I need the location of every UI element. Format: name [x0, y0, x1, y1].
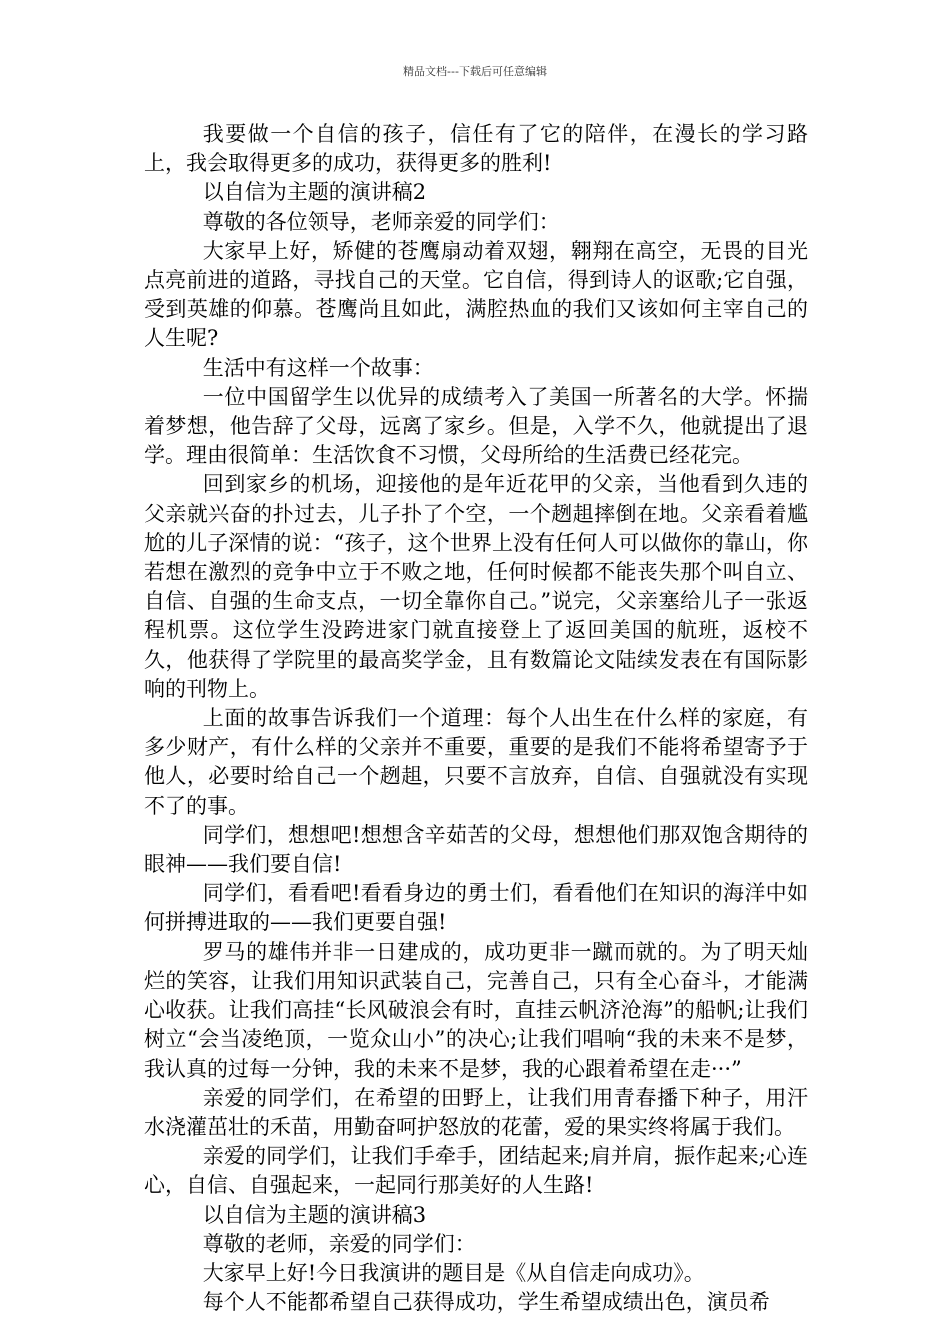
paragraph: 回到家乡的机场，迎接他的是年近花甲的父亲，当他看到久违的父亲就兴奋的扑过去，儿子扑了个空，一个趔趄摔倒在地。父亲看着尴尬的儿子深情的说：“孩子，这个世界上没有任何人可以做你的靠山，你若想在激烈的竞争中立于不败之地，任何时候都不能丧失那个叫自立、自信、自强的生命支点，一切全靠你自己。”说完，父亲塞给儿子一张返程机票。这位学生没跨进家门就直接登上了返回美国的航班，返校不久，他获得了学院里的最高奖学金，且有数篇论文陆续发表在有国际影响的刊物上。	[144, 472, 808, 701]
section-heading: 以自信为主题的演讲稿3	[202, 1202, 427, 1227]
salutation: 尊敬的各位领导，老师亲爱的同学们：	[202, 209, 560, 234]
paragraph: 亲爱的同学们，在希望的田野上，让我们用青春播下种子，用汗水浇灌茁壮的禾苗，用勤奋呵护怒放的花蕾，爱的果实终将属于我们。	[144, 1085, 808, 1139]
paragraph: 每个人不能都希望自己获得成功，学生希望成绩出色，演员希	[202, 1290, 770, 1315]
paragraph: 同学们，想想吧!想想含辛茹苦的父母，想想他们那双饱含期待的眼神——我们要自信!	[144, 822, 808, 877]
section-heading: 以自信为主题的演讲稿2	[202, 180, 427, 205]
paragraph: 上面的故事告诉我们一个道理：每个人出生在什么样的家庭，有多少财产，有什么样的父亲并不重要，重要的是我们不能将希望寄予于他人，必要时给自己一个趔趄，只要不言放弃，自信、自强就没有实现不了的事。	[144, 706, 808, 818]
paragraph: 生活中有这样一个故事：	[202, 355, 434, 380]
paragraph: 罗马的雄伟并非一日建成的，成功更非一蹴而就的。为了明天灿烂的笑容，让我们用知识武装自己，完善自己，只有全心奋斗，才能满心收获。让我们高挂“长风破浪会有时，直挂云帆济沧海”的船帆;让我们树立“会当凌绝顶，一览众山小”的决心;让我们唱响“我的未来不是梦，我认真的过每一分钟，我的未来不是梦，我的心跟着希望在走···”	[144, 939, 808, 1081]
document-body	[144, 120, 808, 1317]
paragraph: 大家早上好!今日我演讲的题目是《从自信走向成功》。	[202, 1260, 705, 1285]
paragraph: 亲爱的同学们，让我们手牵手，团结起来;肩并肩，振作起来;心连心，自信、自强起来，一起同行那美好的人生路!	[144, 1144, 808, 1198]
page-header: 精品文档---下载后可任意编辑	[403, 65, 547, 78]
paragraph: 同学们，看看吧!看看身边的勇士们，看看他们在知识的海洋中如何拼搏进取的——我们更要自强!	[144, 881, 808, 935]
paragraph: 大家早上好，矫健的苍鹰扇动着双翅，翱翔在高空，无畏的目光点亮前进的道路，寻找自己的天堂。它自信，得到诗人的讴歌;它自强，受到英雄的仰慕。苍鹰尚且如此，满腔热血的我们又该如何主宰自己的人生呢?	[144, 238, 808, 351]
paragraph: 我要做一个自信的孩子，信任有了它的陪伴，在漫长的学习路上，我会取得更多的成功，获得更多的胜利!	[144, 122, 808, 176]
salutation: 尊敬的老师，亲爱的同学们：	[202, 1231, 476, 1256]
paragraph: 一位中国留学生以优异的成绩考入了美国一所著名的大学。怀揣着梦想，他告辞了父母，远离了家乡。但是，入学不久，他就提出了退学。理由很简单：生活饮食不习惯，父母所给的生活费已经花完。	[144, 384, 808, 468]
